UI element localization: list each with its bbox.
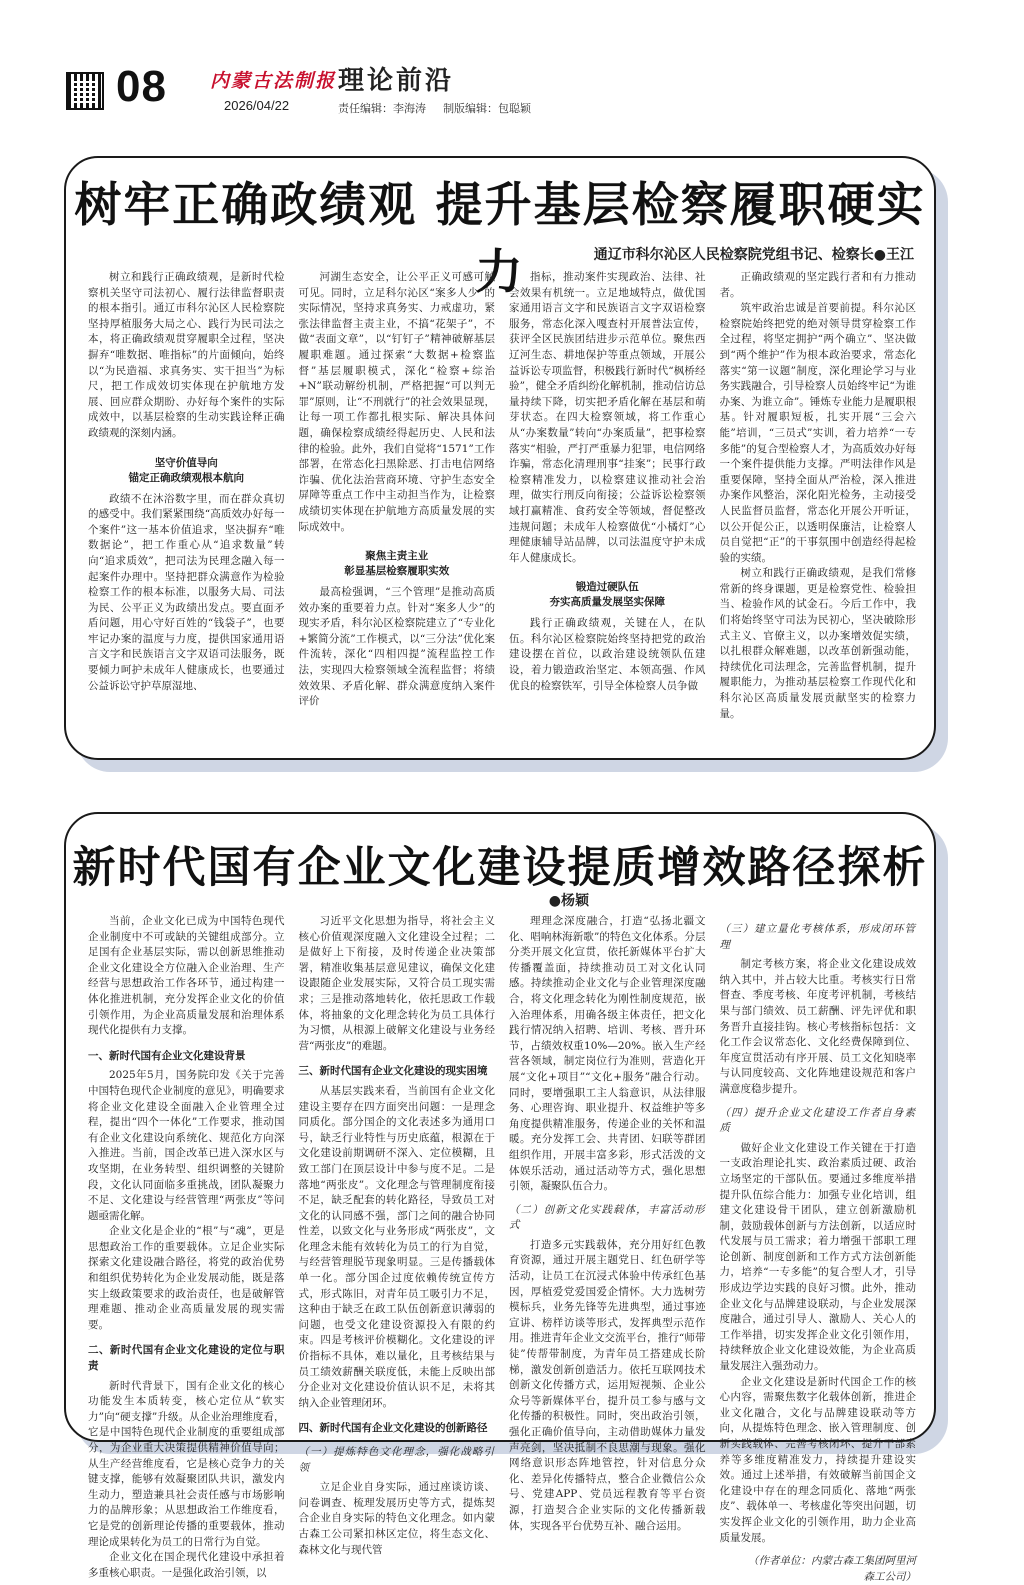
paragraph: 打造多元实践载体，充分用好红色教育资源，通过开展主题党日、红色研学等活动，让员工在沉浸式体验中传承红色基因，厚植爱党爱国爱企情怀。大力选树劳模标兵，业务先锋等先进典型，通过事迹宣讲、榜样访谈等形式，发挥典型示范作用。推进青年企业文交流平台，推行“师带徒”传帮带制度，为青年员工搭建成长阶梯，激发创新创造活力。依托互联网技术创新文化传播方式，运用短视频、企业公众号等新媒体平台，提升员工参与感与文化传播的积极性。同时，突出政治引领，强化正确价值导向，主动借助媒体力量发声亮剑，坚决抵制不良思潮与现象。强化网络意识形态阵地管控，针对信息分众化、差异化传播特点，整合企业微信公众号、党建APP、党员远程教育等平台资源，打造契合企业实际的文化传播新载体，实现各平台优势互补、融合运用。 <box>509 1238 706 1532</box>
subsection-heading: （三）建立量化考核体系，形成闭环管理 <box>719 923 916 951</box>
paragraph: 树立和践行正确政绩观，是我们常修常新的终身课题，更是检察党性、检验担当、检验作风的试金石。今后工作中，我们将始终坚守司法为民初心，坚决破除形式主义、官僚主义，以办案增效促实绩，以扎根群众解难题，以改革创新强动能，持续优化司法理念，完善监督机制，提升履职能力，为推动基层检察工作现代化和科尔沁区高质量发展贡献坚实的检察力量。 <box>719 567 916 720</box>
section-heading: 二、新时代国有企业文化建设的定位与职责 <box>88 1344 285 1373</box>
text-column <box>88 270 285 744</box>
article-soe-culture <box>64 812 936 1583</box>
text-column <box>720 270 917 744</box>
section-title: 理论前沿 <box>338 66 455 96</box>
newspaper-logo: 内蒙古法制报 <box>210 70 337 92</box>
paragraph: 理理念深度融合，打造“弘扬北疆文化、唱响林海新歌”的特色文化体系。分层分类开展文化宣贯，依托新媒体平台扩大传播覆盖面，持续推动员工对文化认同感。持续推动企业文化与企业管理深度融合，将文化理念转化为刚性制度规范，嵌入治理体系，用确各级主体责任，把文化践行情况纳入招聘、培训、考核、晋升环节，占绩效权重10%—20%。嵌入生产经营各领域，制定岗位行为准则，营造化开展“文化+项目”“文化+服务”融合行动。同时，要增强职工主人翁意识，从法律服务、心理咨询、职业提升、权益维护等多角度提供精准服务，传递企业的关怀和温暖。充分发挥工会、共青团、妇联等群团组织作用，开展丰富多彩，形式活泼的文体娱乐活动，通过活动等方式，强化思想引领，凝聚队伍合力。 <box>509 915 706 1193</box>
paragraph: 企业文化在国企现代化建设中承担着多重核心职责。一是强化政治引领，以 <box>88 1551 285 1579</box>
paragraph: 最高检强调，“三个管理”是推动高质效办案的重要着力点。针对“案多人少”的现实矛盾，科尔沁区检察院建立了“专业化+繁简分流”工作模式，以“三分法”优化案件流转，深化“四相四提”流程监控工作法，实现四大检察领域全流程监督；将绩效效果、矛盾化解、群众满意度纳入案件评价 <box>298 586 495 708</box>
section-heading: 四、新时代国有企业文化建设的创新路径 <box>298 1422 488 1435</box>
article-body <box>88 270 916 744</box>
paragraph: 树立和践行正确政绩观，是新时代检察机关坚守司法初心、履行法律监督职责的根本指引。通辽市科尔沁区人民检察院坚持厚植服务大局之心、践行为民司法之本，将正确政绩观贯穿履职全过程，坚决摒弃“唯数据、唯指标”的片面倾向，始终以“为民造福、求真务实、实干担当”为标尺，把工作成效切实体现在护航地方发展、回应群众期盼、办好每个案件的实际成效中，以基层检察的生动实践诠释正确政绩观的深刻内涵。 <box>88 271 285 439</box>
paragraph: 企业文化是企业的“根”与“魂”，更是思想政治工作的重要载体。立足企业实际探索文化建设融合路径，将党的政治优势和组织优势转化为企业发展动能，既是落实上级政策要求的政治责任，也是破解管理难题、推动企业高质量发展的现实需要。 <box>88 1225 285 1331</box>
paragraph: 当前，企业文化已成为中国特色现代企业制度中不可或缺的关键组成部分。立足国有企业基层实际，需以创新思维推动企业文化建设全方位融入企业治理、生产经营与思想政治工作各环节，通过构建一体化推进机制，充分发挥企业文化的价值引领作用，为企业高质量发展和治理体系现代化提供有力支撑。 <box>88 915 285 1037</box>
article-body <box>88 914 916 1583</box>
text-column <box>299 270 496 744</box>
paragraph: 2025年5月，国务院印发《关于完善中国特色现代企业制度的意见》，明确要求将企业文化建设全面融入企业管理全过程，提出“四个一体化”工作要求，推动国有企业文化建设向系统化、规范化方向深入推进。当前，国企改革已进入深水区与攻坚期，在业务转型、组织调整的关键阶段，文化认同面临多重挑战，团队凝聚力不足、文化建设与经营管理“两张皮”等问题亟需化解。 <box>88 1069 285 1222</box>
qr-code-icon <box>66 72 104 110</box>
article-byline: 通辽市科尔沁区人民检察院党组书记、检察长●王江 <box>593 247 914 263</box>
subsection-heading: （二）创新文化实践载体，丰富活动形式 <box>509 1203 706 1232</box>
article-headline: 树牢正确政绩观 提升基层检察履职硬实力 <box>74 178 926 300</box>
page-header <box>0 0 1024 150</box>
paragraph: 做好企业文化建设工作关键在于打造一支政治理论扎实、政治素质过硬、政治立场坚定的干部队伍。要通过多维度举措提升队伍综合能力：加强专业化培训，组建文化建设骨干团队，建立创新激励机制，鼓励载体创新与方法创新，以适应时代发展与员工需求；着力增强干部职工理论创新、制度创新和工作方式方法创新能力，培养“一专多能”的复合型人才，引导形成边学边实践的良好习惯。此外，推动企业文化与品牌建设联动，与企业发展深度融合，通过引导人、激励人、关心人的工作举措，切实发挥企业文化引领作用，持续释放企业文化建设效能，为企业高质量发展注入强劲动力。 <box>719 1141 916 1373</box>
article-integrity-governance <box>64 156 936 760</box>
responsible-editor: 责任编辑：李海涛 <box>338 103 426 115</box>
article-byline: ●杨颖 <box>548 893 589 909</box>
paragraph: 正确政绩观的坚定践行者和有力推动者。 <box>719 271 916 299</box>
article-headline: 新时代国有企业文化建设提质增效路径探析 <box>72 843 928 893</box>
paragraph: 从基层实践来看，当前国有企业文化建设主要存在四方面突出问题：一是理念同质化。部分国企的文化表述多为通用口号，缺乏行业特性与历史底蕴，根源在于文化建设前期调研不深入、定位模糊，且致工部门在顶层设计中参与度不足。二是落地“两张皮”。文化理念与管理制度衔接不足，缺乏配套的转化路径，导致员工对文化的认同感不强，部门之间的融合协同性差，以致文化与业务形成“两张皮”，文化理念未能有效转化为员工的行为自觉，与经营管理脱节现象明显。三是传播载体单一化。部分国企过度依赖传统宣传方式，形式陈旧，对青年员工吸引力不足，这种由于缺乏在政工队伍创新意识薄弱的问题，也受文化建设资源投入有限的约束。四是考核评价模糊化。文化建设的评价指标不具体，难以量化，且考核结果与员工绩效薪酬关联度低，未能上反映出部分企业对文化建设价值认识不足，未将其纳入企业管理闭环。 <box>298 1084 495 1409</box>
text-column <box>88 914 285 1579</box>
subheading: 锻造过硬队伍 夯实高质量发展坚实保障 <box>549 581 665 609</box>
subsection-heading: （一）提炼特色文化理念，强化战略引领 <box>298 1446 495 1474</box>
text-column <box>298 914 496 1556</box>
section-heading: 一、新时代国有企业文化建设背景 <box>88 1049 246 1062</box>
issue-date: 2026/04/22 <box>224 98 290 113</box>
layout-editor: 制版编辑：包聪颖 <box>443 103 532 115</box>
paragraph: 政绩不在沐浴数字里，而在群众真切的感受中。我们紧紧围绕“高质效办好每一个案件”这一基本价值追求，坚决摒弃“唯数据论”，把工作重心从“追求数量”转向“追求质效”，把司法为民理念融入每一起案件办理中。坚持把群众满意作为检验检察工作的根本标准，以服务大局、司法为民、公平正义为政绩出发点。要直面矛盾问题，用心守好百姓的“钱袋子”，也要牢记办案的温度与力度，提供国家通用语言文字和民族语言文字双语司法服务，既要倾力呵护未成年人健康成长，也要通过公益诉讼守护草原湿地、 <box>88 492 285 692</box>
paragraph: 筑牢政治忠诚是首要前提。科尔沁区检察院始终把党的绝对领导贯穿检察工作全过程，将坚定拥护“两个确立”、坚决做到“两个维护”作为根本政治要求，常态化落实“第一议题”制度，深化理论学习与业务实践融合，引导检察人员始终牢记“为谁办案、为谁立命”。锤炼专业能力是履职根基。针对履职短板，扎实开展“三会六能”培训，“三员式”实训，着力培养“一专多能”的复合型检察人才，为高质效办好每一个案件提供能力支撑。严明法律作风是重要保障，坚持全面从严治检，深入推进办案作风整治，深化阳光检务，主动接受人民监督员监督，常态化开展公开听证，以公开促公正，以透明保廉洁，让检察人员自觉把“正”的干事氛围中创造经得起检验的实绩。 <box>719 302 916 564</box>
text-column <box>509 270 706 744</box>
author-affiliation: （作者单位：内蒙古森工集团阿里河森工公司） <box>748 1555 916 1583</box>
subsection-heading: （四）提升企业文化建设工作者自身素质 <box>719 1106 916 1135</box>
section-heading: 三、新时代国有企业文化建设的现实困境 <box>298 1065 488 1078</box>
paragraph: 新时代背景下，国有企业文化的核心功能发生本质转变，核心定位从“软实力”向“硬支撑”升级。从企业治理维度看，它是中国特色现代企业制度的重要组成部分，为企业重大决策提供精神价值导向；从生产经营维度看，它是核心竞争力的关键支撑，能够有效凝聚团队共识，激发内生动力，塑造兼具社会责任感与市场影响力的品牌形象；从思想政治工作维度看，它是党的创新理论传播的重要载体，推动理论成果转化为员工的日常行为自觉。 <box>88 1379 285 1548</box>
text-column <box>509 914 706 1532</box>
text-column <box>719 914 917 1583</box>
page-number: 08 <box>116 62 167 111</box>
subheading: 坚守价值导向 锚定正确政绩观根本航向 <box>128 456 244 484</box>
paragraph: 立足企业自身实际，通过座谈访谈、问卷调查、梳理发展历史等方式，提炼契合企业自身实际的特色文化理念。如内蒙古森工公司紧扣林区定位，将生态文化、森林文化与现代管 <box>298 1481 495 1556</box>
editor-credits <box>338 100 545 116</box>
paragraph: 制定考核方案，将企业文化建设成效纳入其中，并占较大比重。考核实行日常督查、季度考核、年度考评机制，考核结果与部门绩效、员工薪酬、评先评优和职务晋升直接挂钩。核心考核指标包括：文化工作会议常态化、文化经费保障到位、年度宣贯活动有序开展、员工文化知晓率与认同度较高、文化阵地建设规范和客户满意度稳步提升。 <box>719 958 916 1095</box>
subheading: 聚焦主责主业 彰显基层检察履职实效 <box>344 550 450 578</box>
paragraph: 践行正确政绩观，关键在人，在队伍。科尔沁区检察院始终坚持把党的政治建设摆在首位，以政治建设统领队伍建设，着力锻造政治坚定、本领高强、作风优良的检察铁军，引导全体检察人员争做 <box>509 617 706 692</box>
paragraph: 习近平文化思想为指导，将社会主义核心价值观深度融入文化建设全过程；二是做好上下衔接，及时传递企业决策部署，精准收集基层意见建议，确保文化建设跟随企业发展实际，又符合员工现实需求；三是推动落地转化，依托思政工作载体，将抽象的文化理念转化为员工具体行为习惯，从根源上破解文化建设与业务经营“两张皮”的难题。 <box>298 915 495 1052</box>
paragraph: 指标，推动案件实现政治、法律、社会效果有机统一。立足地域特点，做优国家通用语言文字和民族语言文字双语检察服务，常态化深入嘎查村开展普法宣传，获评全区民族团结进步示范单位。聚焦西辽河生态、耕地保护等重点领域，开展公益诉讼专项监督，积极践行新时代“枫桥经验”，健全矛盾纠纷化解机制，推动信访总量持续下降，切实把矛盾化解在基层和萌芽状态。在四大检察领域，将工作重心从“办案数量”转向“办案质量”，把事检察落实“相验，严打严重暴力犯罪，电信网络诈骗，常态化清理刑事“挂案”；民事行政检察精准发力，以检察建议推动社会治理，做实行刑反向衔接；公益诉讼检察领域打赢精准、食药安全等领域，督促整改违规问题；未成年人检察做优“小橘灯”心理健康辅导站品牌，以司法温度守护未成年人健康成长。 <box>509 271 706 564</box>
paragraph: 企业文化建设是新时代国企工作的核心内容，需聚焦数字化载体创新，推进企业文化融合，文化与品牌建设联动等方向，从提炼特色理念、嵌入管理制度、创新实践载体、完善考核闭环、提升干部素养等多维度精准发力，持续提升建设实效。通过上述举措，有效破解当前国企文化建设中存在的理念同质化、落地“两张皮”、载体单一、考核虚化等突出问题，切实发挥企业文化的引领作用，助力企业高质量发展。 <box>719 1375 916 1544</box>
paragraph: 河湖生态安全，让公平正义可感可触可见。同时，立足科尔沁区“案多人少”的实际情况，坚持求真务实、力戒虚功，紧张法律监督主责主业，不搞“花架子”，不做“表面文章”，以“钉钉子”精神破解基层履职难题。通过探索“大数据+检察监督”基层履职模式，深化“检察+综治+N”联动解纷机制，严格把握“可以判无罪”原则，让“不刑就行”的社会效果显现，让每一项工作都扎根实际、解决具体问题，确保检察成绩经得起历史、人民和法律的检验。此外，我们自觉将“1571”工作部署，在常态化扫黑除恶、打击电信网络诈骗、优化法治营商环境、守护生态安全屏障等重点工作中主动担当作为，让检察成绩切实体现在护航地方高质量发展的实际成效中。 <box>298 271 495 533</box>
